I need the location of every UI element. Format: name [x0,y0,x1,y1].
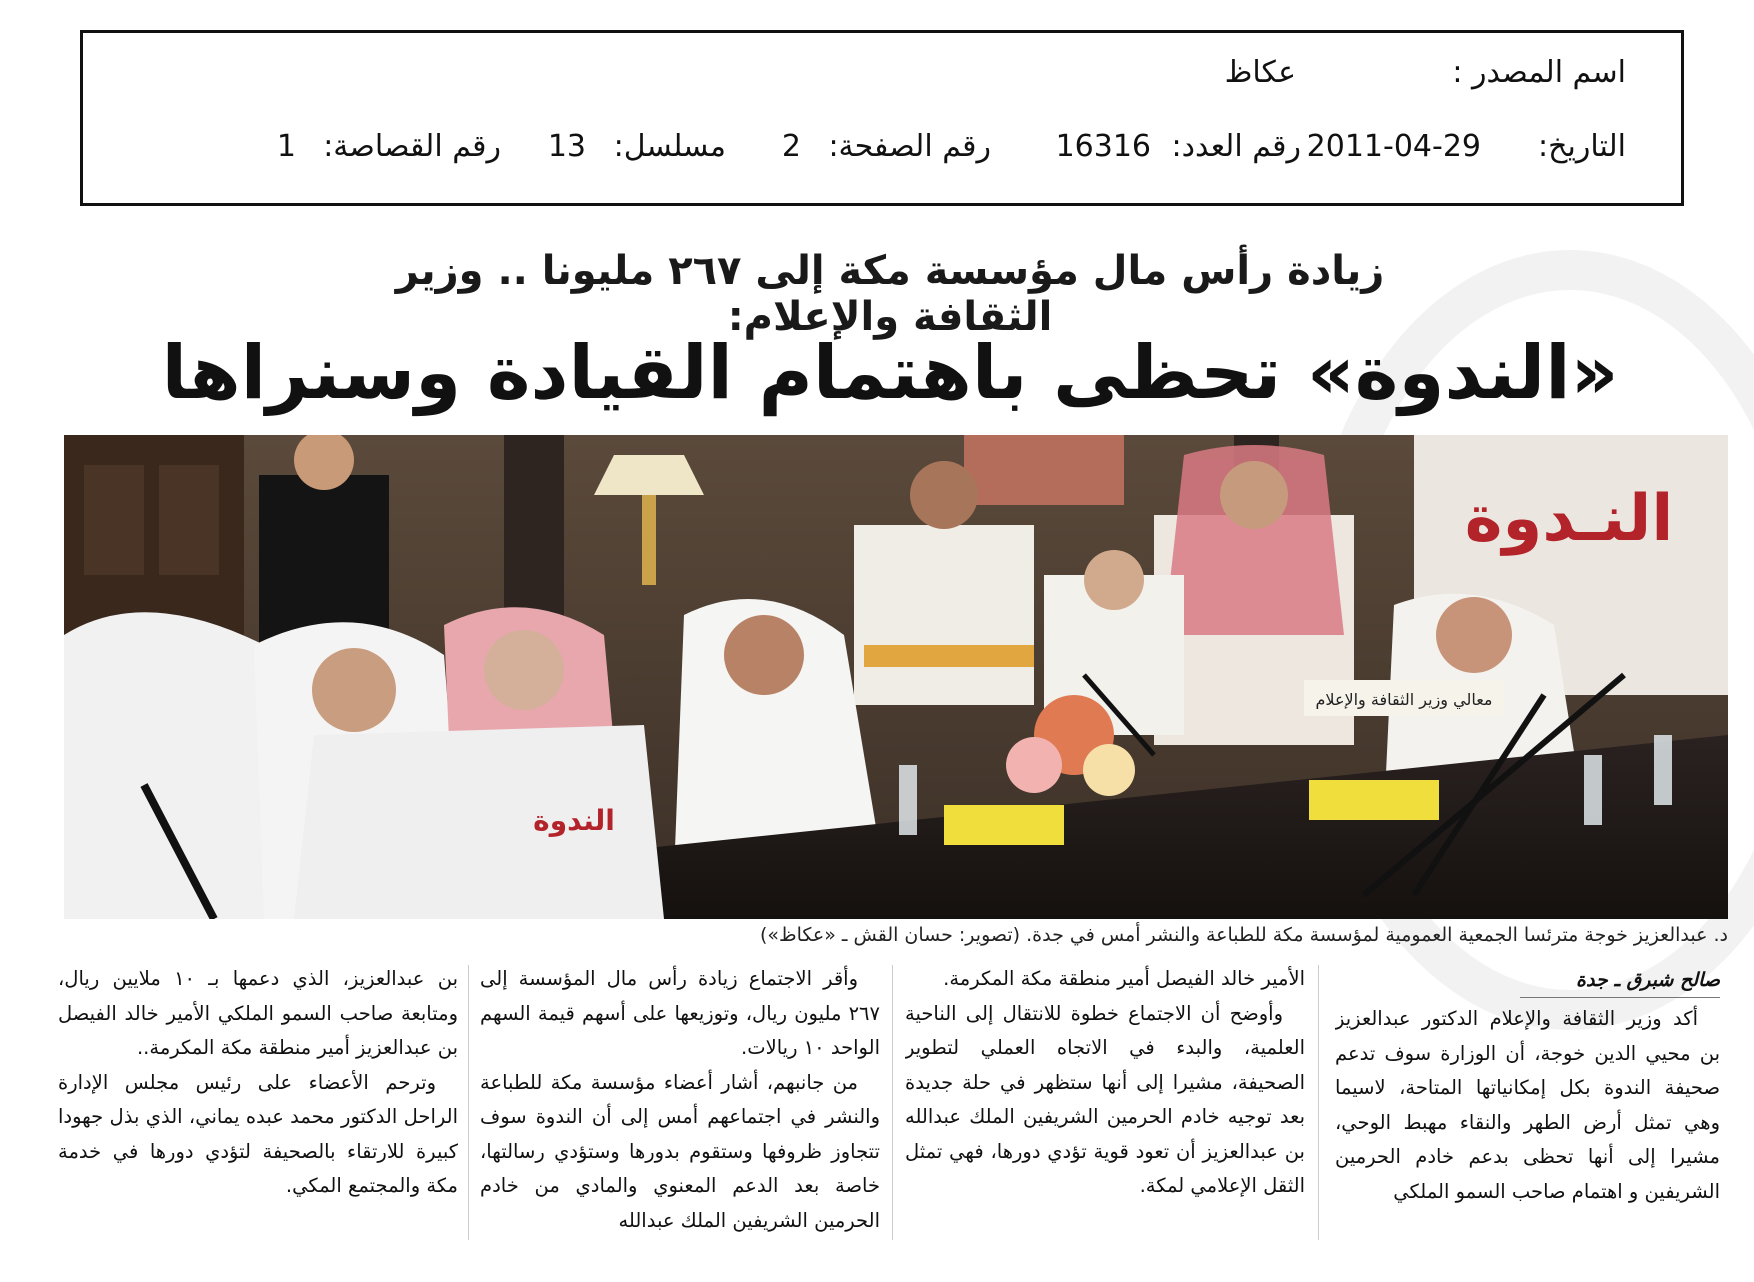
column-divider [1318,965,1319,1240]
page-value: 2 [781,129,801,164]
photo-caption: د. عبدالعزيز خوجة مترئسا الجمعية العمومية لمؤسسة مكة للطباعة والنشر أمس في جدة. (تصوير: حسان القش ـ «عكاظ») [759,924,1728,946]
date-value: 2011-04-29 [1306,129,1481,164]
article-subheadline: زيادة رأس مال مؤسسة مكة إلى ٢٦٧ مليونا .. وزير الثقافة والإعلام: [395,248,1385,340]
column-2-paragraph-1: الأمير خالد الفيصل أمير منطقة مكة المكرمة. [943,967,1305,990]
issue-label: رقم العدد: [1171,129,1301,164]
photo-sign-text: النـدوة [1464,482,1674,556]
article-photo [64,435,1728,919]
column-4-paragraph-2: وترحم الأعضاء على رئيس مجلس الإدارة الراحل الدكتور محمد عبده يماني، الذي بذل جهودا كبيرة للارتقاء بالصحيفة لتؤدي دورها في خدمة مكة والمجتمع المكي. [58,1070,458,1197]
serial-label: مسلسل: [613,129,726,164]
column-2-paragraph-2: وأوضح أن الاجتماع خطوة للانتقال إلى الناحية العلمية، والبدء في الاتجاه العملي لتطوير الصحيفة، مشيرا إلى أنها ستظهر في حلة جديدة بعد توجيه خادم الحرمين الشريفين الملك عبدالله بن عبدالعزيز أن تعود قوية تؤدي دورها، فهي تمثل الثقل الإعلامي لمكة. [905,1001,1305,1197]
article-column-4 [58,962,458,1242]
photo-newspaper-text: الندوة [533,804,615,837]
meeting-photo-illustration [64,435,1728,919]
clip-label: رقم القصاصة: [323,129,501,164]
column-1-paragraph: أكد وزير الثقافة والإعلام الدكتور عبدالعزيز بن محيي الدين خوجة، أن الوزارة سوف تدعم صحيفة الندوة بكل إمكانياتها المتاحة، لاسيما وهي تمثل أرض الطهر والنقاء مهبط الوحي، مشيرا إلى أنها تحظى بدعم خادم الحرمين الشريفين و اهتمام صاحب السمو الملكي [1335,1007,1720,1203]
clip-value: 1 [276,129,296,164]
date-label: التاريخ: [1538,129,1626,164]
column-divider [892,965,893,1240]
source-label: اسم المصدر : [1452,55,1626,90]
article-byline: صالح شبرق ـ جدة [1520,969,1720,998]
photo-nameplate-text: معالي وزير الثقافة والإعلام [1315,690,1493,709]
column-3-paragraph-1: وأقر الاجتماع زيادة رأس مال المؤسسة إلى ٢٦٧ مليون ريال، وتوزيعها على أسهم قيمة السهم الواحد ١٠ ريالات. [480,967,880,1059]
clipping-metadata-box [80,30,1684,206]
source-value: عكاظ [1224,55,1296,90]
column-divider [468,965,469,1240]
serial-value: 13 [547,129,586,164]
column-3-paragraph-2: من جانبهم، أشار أعضاء مؤسسة مكة للطباعة والنشر في اجتماعهم أمس إلى أن الندوة سوف تتجاوز ظروفها وستقوم بدورها وستؤدي رسالتها، خاصة بعد الدعم المعنوي والمادي من خادم الحرمين الشريفين الملك عبدالله [480,1070,880,1232]
article-column-3 [480,962,880,1242]
issue-value: 16316 [1055,129,1151,164]
article-column-1 [1335,1002,1720,1282]
page-label: رقم الصفحة: [828,129,991,164]
column-4-paragraph-1: بن عبدالعزيز، الذي دعمها بـ ١٠ ملايين ريال، ومتابعة صاحب السمو الملكي الأمير خالد الفيصل بن عبدالعزيز أمير منطقة مكة المكرمة.. [58,967,458,1059]
article-column-2 [905,962,1305,1242]
article-headline: «الندوة» تحظى باهتمام القيادة وسنراها [161,330,1619,416]
